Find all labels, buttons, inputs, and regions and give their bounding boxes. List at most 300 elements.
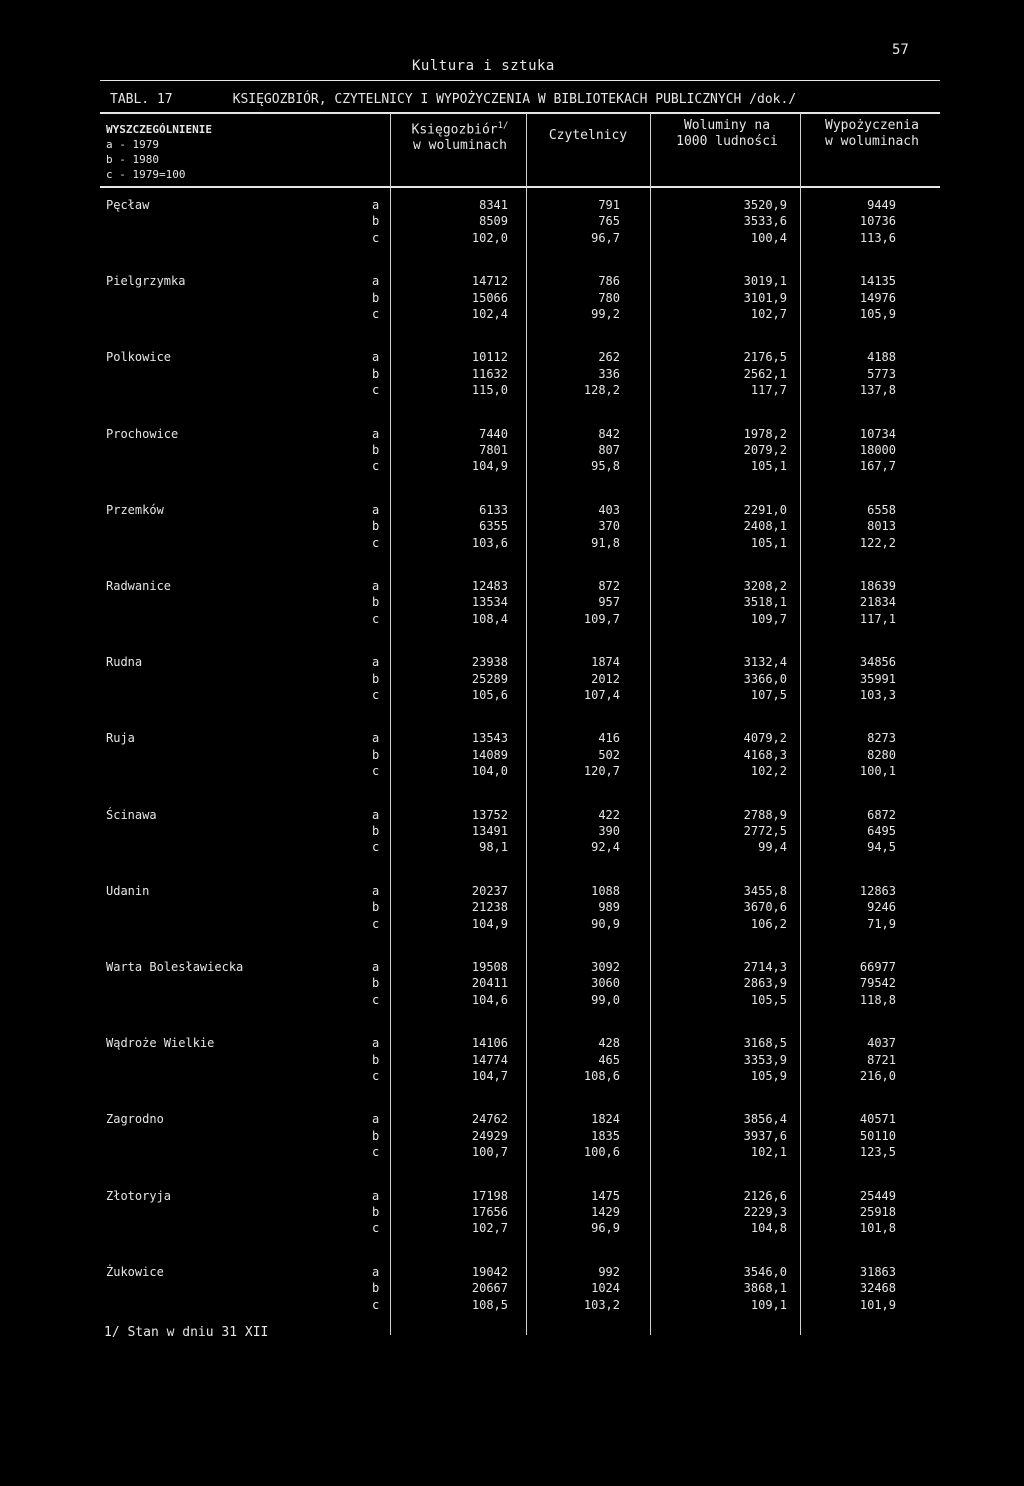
readers-cell: 1835: [591, 1128, 620, 1143]
table-row-group: [0, 1265, 1024, 1325]
per-1000-cell: 105,1: [750, 535, 787, 550]
row-year-label: c: [372, 992, 380, 1007]
table-row: [0, 1112, 1024, 1128]
loans-cell: 25449: [859, 1188, 896, 1203]
loans-cell: 117,1: [859, 611, 896, 626]
municipality-name: Pęcław: [106, 198, 150, 212]
volumes-cell: 19508: [471, 960, 508, 974]
readers-cell: 262: [598, 350, 620, 365]
per-1000-cell: 4168,3: [743, 747, 787, 762]
municipality-name: Prochowice: [106, 426, 179, 441]
table-row: [0, 960, 1024, 976]
table-row: [0, 427, 1024, 443]
table-row: [0, 748, 1024, 764]
table-row: [0, 1281, 1024, 1297]
readers-cell: 108,6: [583, 1068, 620, 1083]
per-1000-cell: 99,4: [758, 840, 787, 855]
loans-cell: 100,1: [859, 764, 896, 779]
table-row-group: [0, 503, 1024, 563]
row-year-label: c: [372, 459, 380, 474]
volumes-cell: 105,6: [471, 687, 508, 702]
loans-cell: 40571: [859, 1112, 896, 1127]
readers-cell: 1824: [591, 1112, 620, 1127]
column-header-volumes: [394, 118, 526, 154]
row-year-label: a: [372, 1036, 380, 1051]
row-year-label: a: [372, 426, 380, 441]
table-row-group: [0, 274, 1024, 334]
per-1000-cell: 105,5: [750, 992, 787, 1007]
readers-cell: 128,2: [583, 383, 620, 398]
column-header-loans: [804, 118, 940, 150]
row-year-label: b: [372, 1281, 380, 1296]
volumes-cell: 12483: [471, 579, 508, 593]
table-row: [0, 274, 1024, 290]
running-title: Kultura i sztuka: [412, 58, 555, 74]
volumes-cell: 17198: [471, 1188, 508, 1203]
loans-cell: 101,8: [859, 1221, 896, 1236]
table-row: [0, 459, 1024, 475]
loans-cell: 32468: [859, 1281, 896, 1296]
volumes-cell: 14106: [471, 1036, 508, 1051]
per-1000-cell: 2229,3: [743, 1204, 787, 1219]
readers-cell: 1874: [591, 655, 620, 670]
loans-cell: 216,0: [859, 1068, 896, 1083]
loans-cell: 31863: [859, 1264, 896, 1279]
municipality-name: Żukowice: [106, 1264, 164, 1279]
readers-cell: 1429: [591, 1204, 620, 1219]
loans-cell: 105,9: [859, 306, 896, 321]
row-year-label: c: [372, 764, 380, 779]
row-year-label: b: [372, 519, 380, 534]
volumes-cell: 104,0: [471, 764, 508, 779]
loans-cell: 4037: [867, 1036, 896, 1051]
per-1000-cell: 3518,1: [743, 595, 787, 610]
readers-cell: 428: [598, 1036, 620, 1051]
header-bottom-rule: [100, 186, 940, 188]
loans-cell: 122,2: [859, 535, 896, 550]
row-year-label: b: [372, 1128, 380, 1143]
row-year-label: b: [372, 900, 380, 915]
footnote-marker: 1/: [497, 121, 509, 131]
volumes-cell: 10112: [471, 350, 508, 365]
volumes-cell: 104,6: [471, 992, 508, 1007]
column-header-volumes-line1: Księgozbiór: [411, 122, 498, 138]
per-1000-cell: 3546,0: [743, 1264, 787, 1279]
per-1000-cell: 107,5: [750, 687, 787, 702]
municipality-name: Polkowice: [106, 350, 172, 365]
per-1000-cell: 2714,3: [743, 960, 787, 974]
per-1000-cell: 2079,2: [743, 442, 787, 457]
row-year-label: b: [372, 442, 380, 457]
municipality-name: Przemków: [106, 502, 164, 517]
row-year-label: c: [372, 306, 380, 321]
footnote: 1/ Stan w dniu 31 XII: [104, 1325, 269, 1340]
readers-cell: 502: [598, 747, 620, 762]
row-year-label: b: [372, 366, 380, 381]
readers-cell: 370: [598, 519, 620, 534]
table-row-group: [0, 198, 1024, 258]
row-year-label: a: [372, 731, 380, 746]
volumes-cell: 102,7: [471, 1221, 508, 1236]
volumes-cell: 13491: [471, 823, 508, 838]
table-row: [0, 1053, 1024, 1069]
readers-cell: 465: [598, 1052, 620, 1067]
volumes-cell: 7801: [479, 442, 508, 457]
loans-cell: 6495: [867, 823, 896, 838]
stub-header: [106, 122, 212, 182]
top-rule: [100, 80, 940, 81]
volumes-cell: 20411: [471, 976, 508, 991]
readers-cell: 109,7: [583, 611, 620, 626]
table-row-group: [0, 427, 1024, 487]
table-row-group: [0, 655, 1024, 715]
municipality-name: Radwanice: [106, 579, 172, 593]
loans-cell: 113,6: [859, 230, 896, 245]
loans-cell: 14976: [859, 290, 896, 305]
table-row: [0, 443, 1024, 459]
table-row: [0, 536, 1024, 552]
volumes-cell: 13534: [471, 595, 508, 610]
legend-b: b - 1980: [106, 153, 159, 166]
row-year-label: c: [372, 230, 380, 245]
column-header-loans-line1: Wypożyczenia: [825, 118, 919, 133]
loans-cell: 79542: [859, 976, 896, 991]
row-year-label: b: [372, 214, 380, 229]
row-year-label: a: [372, 1112, 380, 1127]
loans-cell: 9246: [867, 900, 896, 915]
loans-cell: 21834: [859, 595, 896, 610]
table-row: [0, 824, 1024, 840]
table-row: [0, 1265, 1024, 1281]
table-row-group: [0, 960, 1024, 1020]
readers-cell: 786: [598, 274, 620, 289]
legend-c: c - 1979=100: [106, 168, 186, 181]
stub-header-title: WYSZCZEGÓLNIENIE: [106, 123, 212, 136]
per-1000-cell: 3868,1: [743, 1281, 787, 1296]
volumes-cell: 23938: [471, 655, 508, 670]
table-row-group: [0, 808, 1024, 868]
table-row: [0, 1298, 1024, 1314]
per-1000-cell: 2126,6: [743, 1188, 787, 1203]
row-year-label: a: [372, 883, 380, 898]
volumes-cell: 103,6: [471, 535, 508, 550]
readers-cell: 1088: [591, 883, 620, 898]
municipality-name: Wądroże Wielkie: [106, 1036, 215, 1051]
readers-cell: 390: [598, 823, 620, 838]
table-row-group: [0, 884, 1024, 944]
municipality-name: Pielgrzymka: [106, 274, 186, 289]
table-row: [0, 579, 1024, 595]
table-row: [0, 688, 1024, 704]
loans-cell: 8013: [867, 519, 896, 534]
volumes-cell: 13543: [471, 731, 508, 746]
row-year-label: b: [372, 671, 380, 686]
readers-cell: 807: [598, 442, 620, 457]
row-year-label: a: [372, 579, 380, 593]
per-1000-cell: 109,1: [750, 1297, 787, 1312]
volumes-cell: 24929: [471, 1128, 508, 1143]
loans-cell: 10736: [859, 214, 896, 229]
row-year-label: b: [372, 823, 380, 838]
volumes-cell: 104,9: [471, 916, 508, 931]
row-year-label: b: [372, 595, 380, 610]
readers-cell: 957: [598, 595, 620, 610]
table-row: [0, 655, 1024, 671]
per-1000-cell: 2772,5: [743, 823, 787, 838]
row-year-label: c: [372, 1068, 380, 1083]
row-year-label: b: [372, 747, 380, 762]
table-row: [0, 198, 1024, 214]
table-row: [0, 214, 1024, 230]
loans-cell: 10734: [859, 426, 896, 441]
row-year-label: c: [372, 611, 380, 626]
table-row: [0, 350, 1024, 366]
volumes-cell: 14089: [471, 747, 508, 762]
readers-cell: 422: [598, 807, 620, 822]
table-row: [0, 731, 1024, 747]
column-header-readers: [528, 128, 648, 144]
municipality-name: Rudna: [106, 655, 143, 670]
table-row: [0, 840, 1024, 856]
row-year-label: c: [372, 1221, 380, 1236]
per-1000-cell: 102,1: [750, 1145, 787, 1160]
row-year-label: b: [372, 1204, 380, 1219]
column-header-volumes-line2: w woluminach: [413, 138, 507, 154]
volumes-cell: 102,0: [471, 230, 508, 245]
table-row-group: [0, 1036, 1024, 1096]
per-1000-cell: 4079,2: [743, 731, 787, 746]
table-row-group: [0, 1189, 1024, 1249]
table-row: [0, 1189, 1024, 1205]
per-1000-cell: 2562,1: [743, 366, 787, 381]
volumes-cell: 108,4: [471, 611, 508, 626]
per-1000-cell: 3670,6: [743, 900, 787, 915]
readers-cell: 992: [598, 1264, 620, 1279]
volumes-cell: 13752: [471, 807, 508, 822]
loans-cell: 123,5: [859, 1145, 896, 1160]
per-1000-cell: 3856,4: [743, 1112, 787, 1127]
readers-cell: 403: [598, 502, 620, 517]
volumes-cell: 15066: [471, 290, 508, 305]
table-row: [0, 1221, 1024, 1237]
volumes-cell: 25289: [471, 671, 508, 686]
row-year-label: c: [372, 383, 380, 398]
loans-cell: 8280: [867, 747, 896, 762]
volumes-cell: 8341: [479, 198, 508, 212]
loans-cell: 5773: [867, 366, 896, 381]
per-1000-cell: 105,9: [750, 1068, 787, 1083]
municipality-name: Udanin: [106, 883, 150, 898]
per-1000-cell: 3353,9: [743, 1052, 787, 1067]
column-header-per1000: [654, 118, 800, 150]
per-1000-cell: 102,7: [750, 306, 787, 321]
row-year-label: b: [372, 1052, 380, 1067]
per-1000-cell: 102,2: [750, 764, 787, 779]
readers-cell: 336: [598, 366, 620, 381]
readers-cell: 107,4: [583, 687, 620, 702]
row-year-label: c: [372, 687, 380, 702]
per-1000-cell: 3520,9: [743, 198, 787, 212]
page-number: 57: [892, 42, 909, 58]
volumes-cell: 100,7: [471, 1145, 508, 1160]
readers-cell: 99,2: [591, 306, 620, 321]
volumes-cell: 6133: [479, 502, 508, 517]
table-row-group: [0, 1112, 1024, 1172]
readers-cell: 91,8: [591, 535, 620, 550]
table-row: [0, 1069, 1024, 1085]
table-row: [0, 383, 1024, 399]
volumes-cell: 14774: [471, 1052, 508, 1067]
loans-cell: 50110: [859, 1128, 896, 1143]
table-title: KSIĘGOZBIÓR, CZYTELNICY I WYPOŻYCZENIA W BIBLIOTEKACH PUBLICZNYCH /dok./: [232, 92, 797, 107]
per-1000-cell: 109,7: [750, 611, 787, 626]
per-1000-cell: 104,8: [750, 1221, 787, 1236]
readers-cell: 1024: [591, 1281, 620, 1296]
readers-cell: 100,6: [583, 1145, 620, 1160]
row-year-label: c: [372, 535, 380, 550]
table-row: [0, 1205, 1024, 1221]
per-1000-cell: 2408,1: [743, 519, 787, 534]
row-year-label: b: [372, 290, 380, 305]
table-row: [0, 291, 1024, 307]
loans-cell: 66977: [859, 960, 896, 974]
volumes-cell: 14712: [471, 274, 508, 289]
readers-cell: 416: [598, 731, 620, 746]
volumes-cell: 108,5: [471, 1297, 508, 1312]
table-row: [0, 231, 1024, 247]
per-1000-cell: 2291,0: [743, 502, 787, 517]
readers-cell: 92,4: [591, 840, 620, 855]
per-1000-cell: 3019,1: [743, 274, 787, 289]
readers-cell: 3092: [591, 960, 620, 974]
table-row: [0, 1145, 1024, 1161]
table-row-group: [0, 350, 1024, 410]
per-1000-cell: 3132,4: [743, 655, 787, 670]
table-row: [0, 307, 1024, 323]
volumes-cell: 19042: [471, 1264, 508, 1279]
column-header-per1000-line1: Woluminy na: [683, 118, 771, 133]
table-row: [0, 764, 1024, 780]
table-row: [0, 917, 1024, 933]
municipality-name: Ścinawa: [106, 807, 157, 822]
loans-cell: 71,9: [867, 916, 896, 931]
row-year-label: a: [372, 960, 380, 974]
volumes-cell: 8509: [479, 214, 508, 229]
loans-cell: 34856: [859, 655, 896, 670]
loans-cell: 101,9: [859, 1297, 896, 1312]
row-year-label: c: [372, 1145, 380, 1160]
loans-cell: 167,7: [859, 459, 896, 474]
municipality-name: Zagrodno: [106, 1112, 164, 1127]
per-1000-cell: 117,7: [750, 383, 787, 398]
loans-cell: 6872: [867, 807, 896, 822]
volumes-cell: 11632: [471, 366, 508, 381]
volumes-cell: 20667: [471, 1281, 508, 1296]
table-row: [0, 976, 1024, 992]
readers-cell: 791: [598, 198, 620, 212]
loans-cell: 14135: [859, 274, 896, 289]
table-row: [0, 519, 1024, 535]
loans-cell: 35991: [859, 671, 896, 686]
loans-cell: 118,8: [859, 992, 896, 1007]
loans-cell: 94,5: [867, 840, 896, 855]
readers-cell: 872: [598, 579, 620, 593]
per-1000-cell: 3366,0: [743, 671, 787, 686]
table-row-group: [0, 731, 1024, 791]
row-year-label: a: [372, 655, 380, 670]
table-row: [0, 367, 1024, 383]
table-row: [0, 612, 1024, 628]
per-1000-cell: 100,4: [750, 230, 787, 245]
loans-cell: 18639: [859, 579, 896, 593]
readers-cell: 99,0: [591, 992, 620, 1007]
municipality-name: Ruja: [106, 731, 135, 746]
per-1000-cell: 2788,9: [743, 807, 787, 822]
readers-cell: 2012: [591, 671, 620, 686]
volumes-cell: 104,7: [471, 1068, 508, 1083]
row-year-label: a: [372, 350, 380, 365]
volumes-cell: 6355: [479, 519, 508, 534]
row-year-label: c: [372, 1297, 380, 1312]
row-year-label: c: [372, 840, 380, 855]
row-year-label: c: [372, 916, 380, 931]
table-heading: [110, 92, 796, 107]
row-year-label: a: [372, 198, 380, 212]
readers-cell: 96,7: [591, 230, 620, 245]
readers-cell: 842: [598, 426, 620, 441]
loans-cell: 12863: [859, 883, 896, 898]
header-top-rule: [100, 112, 940, 114]
row-year-label: b: [372, 976, 380, 991]
row-year-label: a: [372, 1264, 380, 1279]
table-row: [0, 884, 1024, 900]
table-row: [0, 1129, 1024, 1145]
loans-cell: 9449: [867, 198, 896, 212]
volumes-cell: 115,0: [471, 383, 508, 398]
loans-cell: 25918: [859, 1204, 896, 1219]
volumes-cell: 104,9: [471, 459, 508, 474]
row-year-label: a: [372, 1188, 380, 1203]
readers-cell: 1475: [591, 1188, 620, 1203]
per-1000-cell: 3937,6: [743, 1128, 787, 1143]
per-1000-cell: 3168,5: [743, 1036, 787, 1051]
volumes-cell: 17656: [471, 1204, 508, 1219]
column-header-per1000-line2: 1000 ludności: [676, 134, 778, 149]
readers-cell: 989: [598, 900, 620, 915]
per-1000-cell: 105,1: [750, 459, 787, 474]
table-row-group: [0, 579, 1024, 639]
per-1000-cell: 3208,2: [743, 579, 787, 593]
column-header-loans-line2: w woluminach: [825, 134, 919, 149]
table-row: [0, 503, 1024, 519]
per-1000-cell: 1978,2: [743, 426, 787, 441]
volumes-cell: 98,1: [479, 840, 508, 855]
table-row: [0, 672, 1024, 688]
loans-cell: 103,3: [859, 687, 896, 702]
loans-cell: 8273: [867, 731, 896, 746]
municipality-name: Warta Bolesławiecka: [106, 960, 244, 974]
table-row: [0, 993, 1024, 1009]
loans-cell: 4188: [867, 350, 896, 365]
table-row: [0, 900, 1024, 916]
per-1000-cell: 2863,9: [743, 976, 787, 991]
column-header-readers-label: Czytelnicy: [548, 128, 628, 143]
loans-cell: 18000: [859, 442, 896, 457]
table-row: [0, 595, 1024, 611]
readers-cell: 765: [598, 214, 620, 229]
volumes-cell: 7440: [479, 426, 508, 441]
municipality-name: Złotoryja: [106, 1188, 172, 1203]
